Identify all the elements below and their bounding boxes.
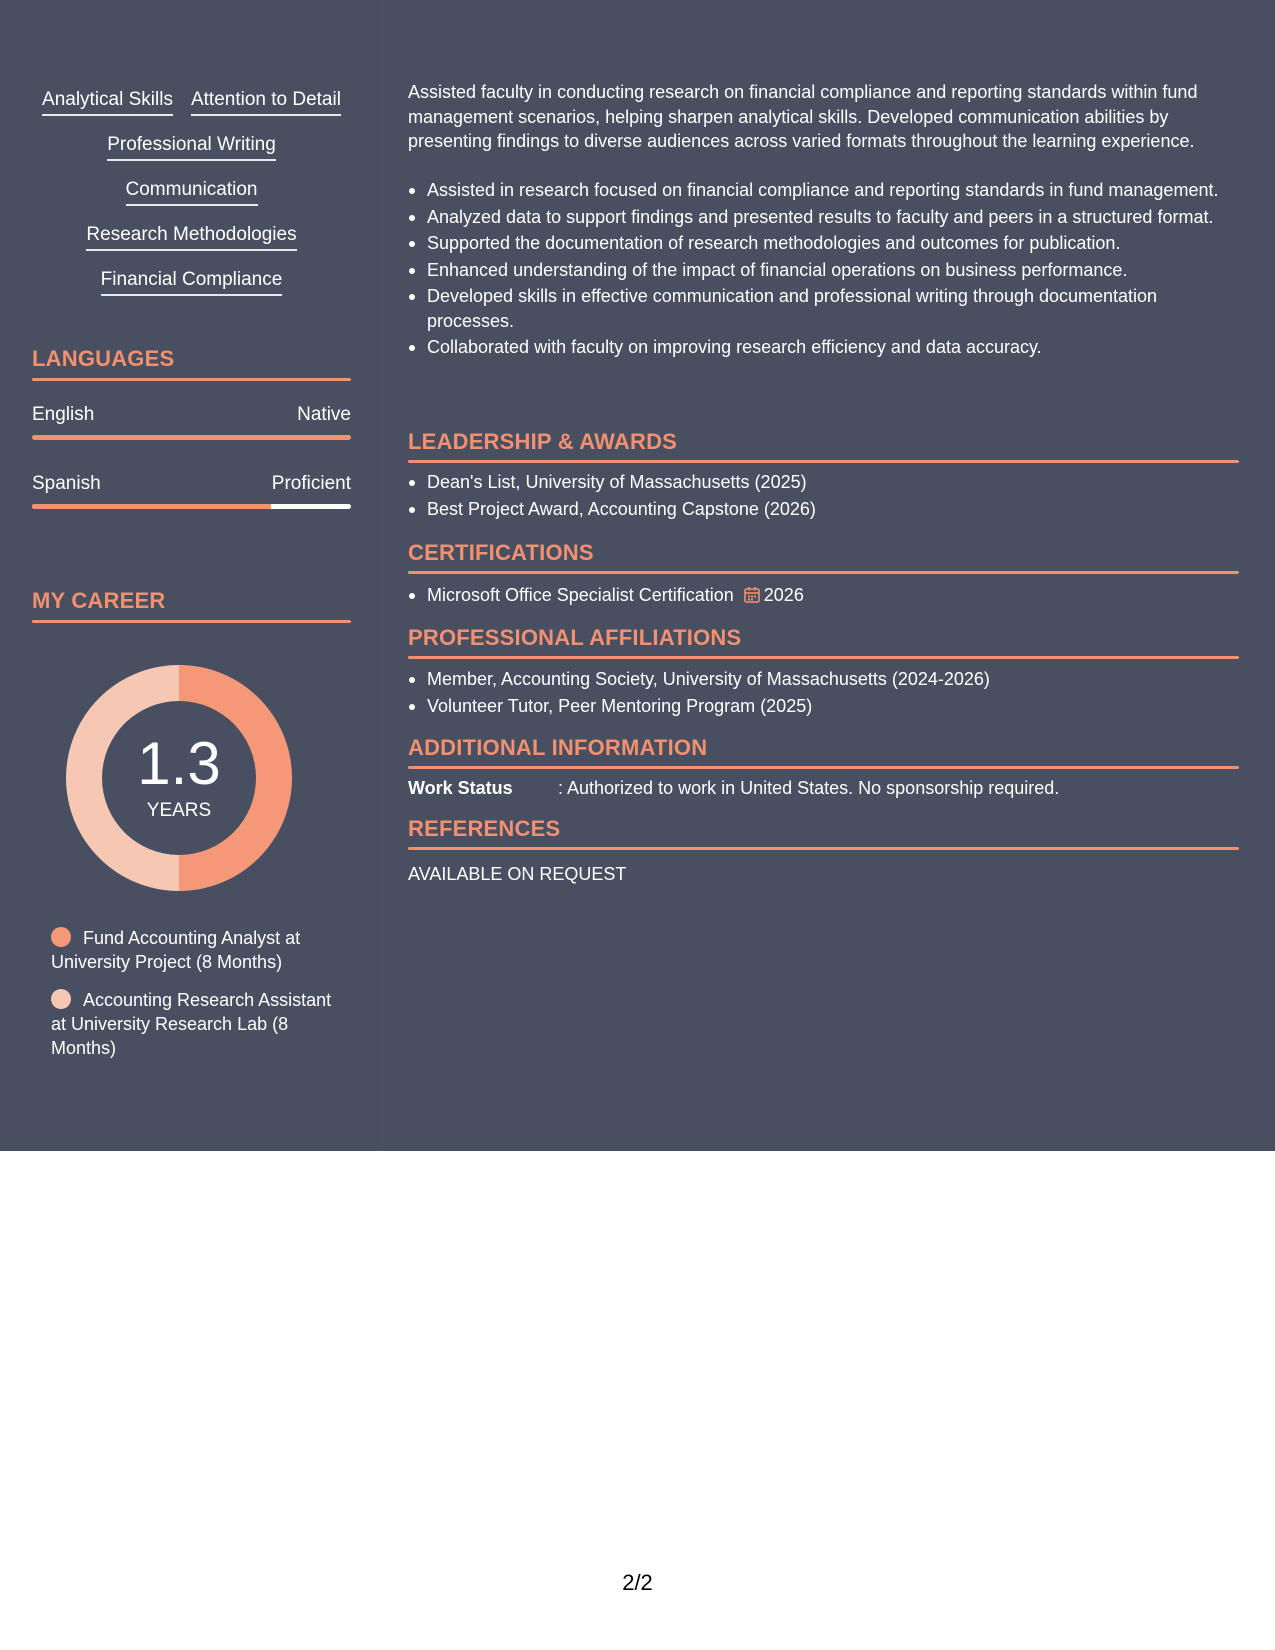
section-rule — [408, 571, 1239, 574]
language-spanish — [32, 472, 351, 509]
certifications-list — [408, 583, 1239, 610]
section-rule — [408, 656, 1239, 659]
calendar-icon — [744, 586, 760, 603]
section-rule — [408, 460, 1239, 463]
certification-year: 2026 — [763, 585, 804, 605]
skill-tag: Communication — [126, 176, 258, 206]
list-item: Collaborated with faculty on improving research efficiency and data accuracy. — [408, 335, 1239, 360]
legend-label: Accounting Research Assistant at University Research Lab (8 Months) — [51, 990, 332, 1058]
section-title: CERTIFICATIONS — [408, 540, 594, 565]
list-item: Best Project Award, Accounting Capstone (2026) — [408, 497, 1239, 522]
leadership-section-header — [408, 429, 1239, 463]
references-text: AVAILABLE ON REQUEST — [408, 864, 627, 884]
list-item: Developed skills in effective communication and professional writing through documentation processes. — [408, 284, 1239, 333]
section-title: REFERENCES — [408, 816, 561, 841]
skill-row — [32, 266, 351, 311]
certifications-section-header — [408, 540, 1239, 574]
section-rule — [408, 847, 1239, 850]
section-title: LANGUAGES — [32, 346, 175, 371]
skill-tag: Research Methodologies — [86, 221, 296, 251]
work-status-value: : Authorized to work in United States. No sponsorship required. — [558, 778, 1060, 798]
section-rule — [32, 378, 351, 381]
list-item: Volunteer Tutor, Peer Mentoring Program (2025) — [408, 694, 1239, 719]
language-level-bar — [32, 435, 351, 440]
career-legend-item — [51, 926, 341, 974]
affiliations-list — [408, 667, 1239, 720]
leadership-list — [408, 470, 1239, 523]
list-item: Member, Accounting Society, University of Massachusetts (2024-2026) — [408, 667, 1239, 692]
column-divider — [382, 0, 383, 1151]
career-total-unit: YEARS — [146, 800, 212, 821]
additional-info-section-header — [408, 735, 1239, 769]
skill-tag: Professional Writing — [107, 131, 276, 161]
experience-bullets — [408, 178, 1239, 362]
list-item: Enhanced understanding of the impact of financial operations on business performance. — [408, 258, 1239, 283]
section-title: MY CAREER — [32, 588, 166, 613]
language-name: Spanish — [32, 473, 101, 494]
language-row — [32, 472, 351, 500]
skills-list — [32, 86, 351, 311]
list-item: Assisted in research focused on financial compliance and reporting standards in fund management. — [408, 178, 1239, 203]
skill-row — [32, 221, 351, 266]
list-item: Analyzed data to support findings and presented results to faculty and peers in a structured format. — [408, 205, 1239, 230]
career-section-header — [32, 588, 351, 623]
work-status-label: Work Status — [408, 778, 513, 798]
language-level-fill — [32, 504, 271, 509]
legend-dot — [51, 927, 71, 947]
skill-tag: Financial Compliance — [101, 266, 283, 296]
language-name: English — [32, 404, 95, 425]
language-level-fill — [32, 435, 351, 440]
section-title: LEADERSHIP & AWARDS — [408, 429, 678, 454]
legend-dot — [51, 989, 71, 1009]
career-total — [66, 665, 292, 891]
section-rule — [32, 620, 351, 623]
list-item: Dean's List, University of Massachusetts (2025) — [408, 470, 1239, 495]
list-item — [408, 583, 1239, 608]
skill-row — [32, 176, 351, 221]
skill-tag: Attention to Detail — [191, 86, 341, 116]
skill-tag: Analytical Skills — [42, 86, 173, 116]
legend-label: Fund Accounting Analyst at University Project (8 Months) — [51, 928, 301, 972]
language-level: Native — [297, 404, 351, 425]
section-rule — [408, 766, 1239, 769]
skill-row — [32, 131, 351, 176]
language-level: Proficient — [271, 473, 351, 494]
certification-name: Microsoft Office Specialist Certification — [427, 585, 734, 605]
section-title: ADDITIONAL INFORMATION — [408, 735, 708, 760]
career-legend-item — [51, 988, 341, 1060]
section-title: PROFESSIONAL AFFILIATIONS — [408, 625, 742, 650]
languages-section-header — [32, 346, 351, 381]
list-item: Supported the documentation of research methodologies and outcomes for publication. — [408, 231, 1239, 256]
language-english — [32, 403, 351, 440]
skill-row — [32, 86, 351, 131]
references-section-header — [408, 816, 1239, 850]
language-level-bar — [32, 504, 351, 509]
experience-summary: Assisted faculty in conducting research on financial compliance and reporting standards within fund management scenarios, helping sharpen analytical skills. Developed communication abilities by presenting findings to diverse audiences across varied formats throughout the learning experience. — [408, 82, 1198, 151]
work-status — [408, 776, 1059, 800]
affiliations-section-header — [408, 625, 1239, 659]
page-number: 2/2 — [622, 1570, 653, 1595]
language-row — [32, 403, 351, 431]
career-total-value: 1.3 — [137, 730, 221, 797]
